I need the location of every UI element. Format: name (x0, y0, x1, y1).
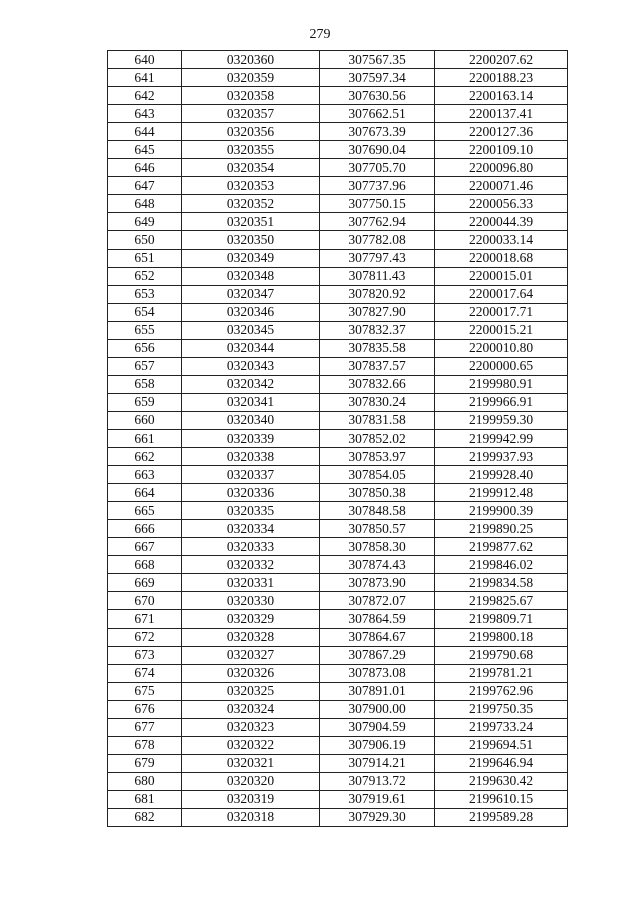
x-coordinate-cell: 307873.08 (320, 664, 435, 682)
table-row (108, 646, 568, 664)
table-row (108, 736, 568, 754)
x-coordinate-cell: 307900.00 (320, 700, 435, 718)
y-coordinate-cell: 2199900.39 (435, 502, 568, 520)
point-number-cell: 654 (108, 303, 182, 321)
point-id-cell: 0320320 (182, 772, 320, 790)
point-number-cell: 659 (108, 393, 182, 411)
point-id-cell: 0320348 (182, 267, 320, 285)
x-coordinate-cell: 307662.51 (320, 105, 435, 123)
point-number-cell: 673 (108, 646, 182, 664)
table-row (108, 231, 568, 249)
point-number-cell: 649 (108, 213, 182, 231)
x-coordinate-cell: 307597.34 (320, 69, 435, 87)
point-id-cell: 0320342 (182, 375, 320, 393)
table-row (108, 87, 568, 105)
x-coordinate-cell: 307872.07 (320, 592, 435, 610)
point-number-cell: 680 (108, 772, 182, 790)
table-row (108, 682, 568, 700)
point-number-cell: 664 (108, 484, 182, 502)
x-coordinate-cell: 307831.58 (320, 411, 435, 429)
coordinates-table (107, 50, 568, 827)
point-number-cell: 677 (108, 718, 182, 736)
point-id-cell: 0320331 (182, 574, 320, 592)
point-number-cell: 655 (108, 321, 182, 339)
point-number-cell: 641 (108, 69, 182, 87)
y-coordinate-cell: 2199912.48 (435, 484, 568, 502)
table-row (108, 556, 568, 574)
point-id-cell: 0320360 (182, 51, 320, 69)
x-coordinate-cell: 307848.58 (320, 502, 435, 520)
table-row (108, 664, 568, 682)
y-coordinate-cell: 2199890.25 (435, 520, 568, 538)
x-coordinate-cell: 307832.37 (320, 321, 435, 339)
table-row (108, 357, 568, 375)
table-row (108, 249, 568, 267)
table-row (108, 808, 568, 826)
point-id-cell: 0320332 (182, 556, 320, 574)
table-row (108, 592, 568, 610)
x-coordinate-cell: 307854.05 (320, 466, 435, 484)
point-number-cell: 660 (108, 411, 182, 429)
y-coordinate-cell: 2199750.35 (435, 700, 568, 718)
x-coordinate-cell: 307832.66 (320, 375, 435, 393)
y-coordinate-cell: 2200010.80 (435, 339, 568, 357)
table-row (108, 69, 568, 87)
point-id-cell: 0320327 (182, 646, 320, 664)
x-coordinate-cell: 307891.01 (320, 682, 435, 700)
point-id-cell: 0320357 (182, 105, 320, 123)
point-number-cell: 669 (108, 574, 182, 592)
y-coordinate-cell: 2200137.41 (435, 105, 568, 123)
table-row (108, 177, 568, 195)
table-row (108, 754, 568, 772)
point-number-cell: 678 (108, 736, 182, 754)
y-coordinate-cell: 2199694.51 (435, 736, 568, 754)
point-number-cell: 663 (108, 466, 182, 484)
point-number-cell: 675 (108, 682, 182, 700)
x-coordinate-cell: 307811.43 (320, 267, 435, 285)
x-coordinate-cell: 307567.35 (320, 51, 435, 69)
x-coordinate-cell: 307830.24 (320, 393, 435, 411)
table-row (108, 429, 568, 447)
x-coordinate-cell: 307673.39 (320, 123, 435, 141)
y-coordinate-cell: 2200015.01 (435, 267, 568, 285)
y-coordinate-cell: 2200017.71 (435, 303, 568, 321)
y-coordinate-cell: 2199928.40 (435, 466, 568, 484)
x-coordinate-cell: 307852.02 (320, 429, 435, 447)
table-row (108, 411, 568, 429)
point-id-cell: 0320321 (182, 754, 320, 772)
table-row (108, 574, 568, 592)
x-coordinate-cell: 307904.59 (320, 718, 435, 736)
table-row (108, 700, 568, 718)
table-row (108, 538, 568, 556)
point-id-cell: 0320326 (182, 664, 320, 682)
x-coordinate-cell: 307867.29 (320, 646, 435, 664)
point-id-cell: 0320354 (182, 159, 320, 177)
point-id-cell: 0320334 (182, 520, 320, 538)
point-id-cell: 0320344 (182, 339, 320, 357)
table-row (108, 213, 568, 231)
point-id-cell: 0320325 (182, 682, 320, 700)
point-number-cell: 665 (108, 502, 182, 520)
point-number-cell: 662 (108, 448, 182, 466)
y-coordinate-cell: 2199980.91 (435, 375, 568, 393)
table-row (108, 375, 568, 393)
y-coordinate-cell: 2199762.96 (435, 682, 568, 700)
point-id-cell: 0320356 (182, 123, 320, 141)
y-coordinate-cell: 2199589.28 (435, 808, 568, 826)
point-id-cell: 0320349 (182, 249, 320, 267)
y-coordinate-cell: 2199825.67 (435, 592, 568, 610)
y-coordinate-cell: 2199646.94 (435, 754, 568, 772)
coordinates-table-body (108, 51, 568, 827)
table-row (108, 520, 568, 538)
y-coordinate-cell: 2200033.14 (435, 231, 568, 249)
point-number-cell: 645 (108, 141, 182, 159)
x-coordinate-cell: 307906.19 (320, 736, 435, 754)
point-id-cell: 0320355 (182, 141, 320, 159)
point-number-cell: 647 (108, 177, 182, 195)
point-number-cell: 644 (108, 123, 182, 141)
table-row (108, 628, 568, 646)
y-coordinate-cell: 2199959.30 (435, 411, 568, 429)
point-number-cell: 651 (108, 249, 182, 267)
point-id-cell: 0320359 (182, 69, 320, 87)
point-number-cell: 658 (108, 375, 182, 393)
y-coordinate-cell: 2200127.36 (435, 123, 568, 141)
y-coordinate-cell: 2200096.80 (435, 159, 568, 177)
point-id-cell: 0320318 (182, 808, 320, 826)
point-id-cell: 0320330 (182, 592, 320, 610)
table-row (108, 195, 568, 213)
x-coordinate-cell: 307850.57 (320, 520, 435, 538)
point-id-cell: 0320324 (182, 700, 320, 718)
point-number-cell: 667 (108, 538, 182, 556)
x-coordinate-cell: 307835.58 (320, 339, 435, 357)
point-id-cell: 0320333 (182, 538, 320, 556)
y-coordinate-cell: 2199800.18 (435, 628, 568, 646)
table-row (108, 790, 568, 808)
point-id-cell: 0320335 (182, 502, 320, 520)
table-row (108, 303, 568, 321)
table-row (108, 718, 568, 736)
point-id-cell: 0320358 (182, 87, 320, 105)
table-row (108, 610, 568, 628)
point-id-cell: 0320339 (182, 429, 320, 447)
x-coordinate-cell: 307864.59 (320, 610, 435, 628)
table-row (108, 448, 568, 466)
point-number-cell: 652 (108, 267, 182, 285)
point-id-cell: 0320328 (182, 628, 320, 646)
table-row (108, 159, 568, 177)
y-coordinate-cell: 2200017.64 (435, 285, 568, 303)
point-number-cell: 682 (108, 808, 182, 826)
point-number-cell: 674 (108, 664, 182, 682)
x-coordinate-cell: 307837.57 (320, 357, 435, 375)
table-row (108, 484, 568, 502)
x-coordinate-cell: 307913.72 (320, 772, 435, 790)
y-coordinate-cell: 2199630.42 (435, 772, 568, 790)
y-coordinate-cell: 2199781.21 (435, 664, 568, 682)
x-coordinate-cell: 307750.15 (320, 195, 435, 213)
point-id-cell: 0320322 (182, 736, 320, 754)
table-row (108, 123, 568, 141)
y-coordinate-cell: 2199942.99 (435, 429, 568, 447)
x-coordinate-cell: 307919.61 (320, 790, 435, 808)
point-id-cell: 0320347 (182, 285, 320, 303)
x-coordinate-cell: 307858.30 (320, 538, 435, 556)
point-number-cell: 643 (108, 105, 182, 123)
y-coordinate-cell: 2200188.23 (435, 69, 568, 87)
x-coordinate-cell: 307929.30 (320, 808, 435, 826)
point-id-cell: 0320329 (182, 610, 320, 628)
x-coordinate-cell: 307630.56 (320, 87, 435, 105)
x-coordinate-cell: 307827.90 (320, 303, 435, 321)
table-row (108, 466, 568, 484)
x-coordinate-cell: 307864.67 (320, 628, 435, 646)
x-coordinate-cell: 307690.04 (320, 141, 435, 159)
point-number-cell: 671 (108, 610, 182, 628)
point-number-cell: 681 (108, 790, 182, 808)
point-number-cell: 672 (108, 628, 182, 646)
y-coordinate-cell: 2199846.02 (435, 556, 568, 574)
point-number-cell: 653 (108, 285, 182, 303)
point-id-cell: 0320352 (182, 195, 320, 213)
y-coordinate-cell: 2200163.14 (435, 87, 568, 105)
point-number-cell: 656 (108, 339, 182, 357)
table-row (108, 772, 568, 790)
x-coordinate-cell: 307850.38 (320, 484, 435, 502)
table-row (108, 51, 568, 69)
y-coordinate-cell: 2200044.39 (435, 213, 568, 231)
point-id-cell: 0320341 (182, 393, 320, 411)
x-coordinate-cell: 307874.43 (320, 556, 435, 574)
y-coordinate-cell: 2200018.68 (435, 249, 568, 267)
x-coordinate-cell: 307914.21 (320, 754, 435, 772)
point-id-cell: 0320351 (182, 213, 320, 231)
y-coordinate-cell: 2200207.62 (435, 51, 568, 69)
x-coordinate-cell: 307705.70 (320, 159, 435, 177)
x-coordinate-cell: 307853.97 (320, 448, 435, 466)
point-number-cell: 661 (108, 429, 182, 447)
table-row (108, 339, 568, 357)
point-id-cell: 0320345 (182, 321, 320, 339)
table-row (108, 321, 568, 339)
table-row (108, 285, 568, 303)
point-id-cell: 0320340 (182, 411, 320, 429)
point-number-cell: 666 (108, 520, 182, 538)
point-id-cell: 0320343 (182, 357, 320, 375)
x-coordinate-cell: 307782.08 (320, 231, 435, 249)
y-coordinate-cell: 2200015.21 (435, 321, 568, 339)
table-row (108, 267, 568, 285)
table-row (108, 393, 568, 411)
y-coordinate-cell: 2200109.10 (435, 141, 568, 159)
table-row (108, 141, 568, 159)
point-number-cell: 657 (108, 357, 182, 375)
y-coordinate-cell: 2200071.46 (435, 177, 568, 195)
y-coordinate-cell: 2199877.62 (435, 538, 568, 556)
table-row (108, 105, 568, 123)
point-id-cell: 0320319 (182, 790, 320, 808)
x-coordinate-cell: 307820.92 (320, 285, 435, 303)
point-id-cell: 0320336 (182, 484, 320, 502)
point-number-cell: 648 (108, 195, 182, 213)
point-id-cell: 0320353 (182, 177, 320, 195)
point-id-cell: 0320350 (182, 231, 320, 249)
point-id-cell: 0320338 (182, 448, 320, 466)
y-coordinate-cell: 2200056.33 (435, 195, 568, 213)
x-coordinate-cell: 307873.90 (320, 574, 435, 592)
point-number-cell: 650 (108, 231, 182, 249)
point-number-cell: 640 (108, 51, 182, 69)
y-coordinate-cell: 2199834.58 (435, 574, 568, 592)
x-coordinate-cell: 307762.94 (320, 213, 435, 231)
point-number-cell: 642 (108, 87, 182, 105)
y-coordinate-cell: 2199733.24 (435, 718, 568, 736)
y-coordinate-cell: 2199809.71 (435, 610, 568, 628)
point-number-cell: 679 (108, 754, 182, 772)
y-coordinate-cell: 2199966.91 (435, 393, 568, 411)
y-coordinate-cell: 2199937.93 (435, 448, 568, 466)
point-number-cell: 646 (108, 159, 182, 177)
point-number-cell: 676 (108, 700, 182, 718)
point-id-cell: 0320323 (182, 718, 320, 736)
y-coordinate-cell: 2200000.65 (435, 357, 568, 375)
table-row (108, 502, 568, 520)
point-id-cell: 0320346 (182, 303, 320, 321)
x-coordinate-cell: 307797.43 (320, 249, 435, 267)
page-number: 279 (309, 27, 331, 42)
point-number-cell: 670 (108, 592, 182, 610)
y-coordinate-cell: 2199790.68 (435, 646, 568, 664)
point-number-cell: 668 (108, 556, 182, 574)
x-coordinate-cell: 307737.96 (320, 177, 435, 195)
y-coordinate-cell: 2199610.15 (435, 790, 568, 808)
point-id-cell: 0320337 (182, 466, 320, 484)
